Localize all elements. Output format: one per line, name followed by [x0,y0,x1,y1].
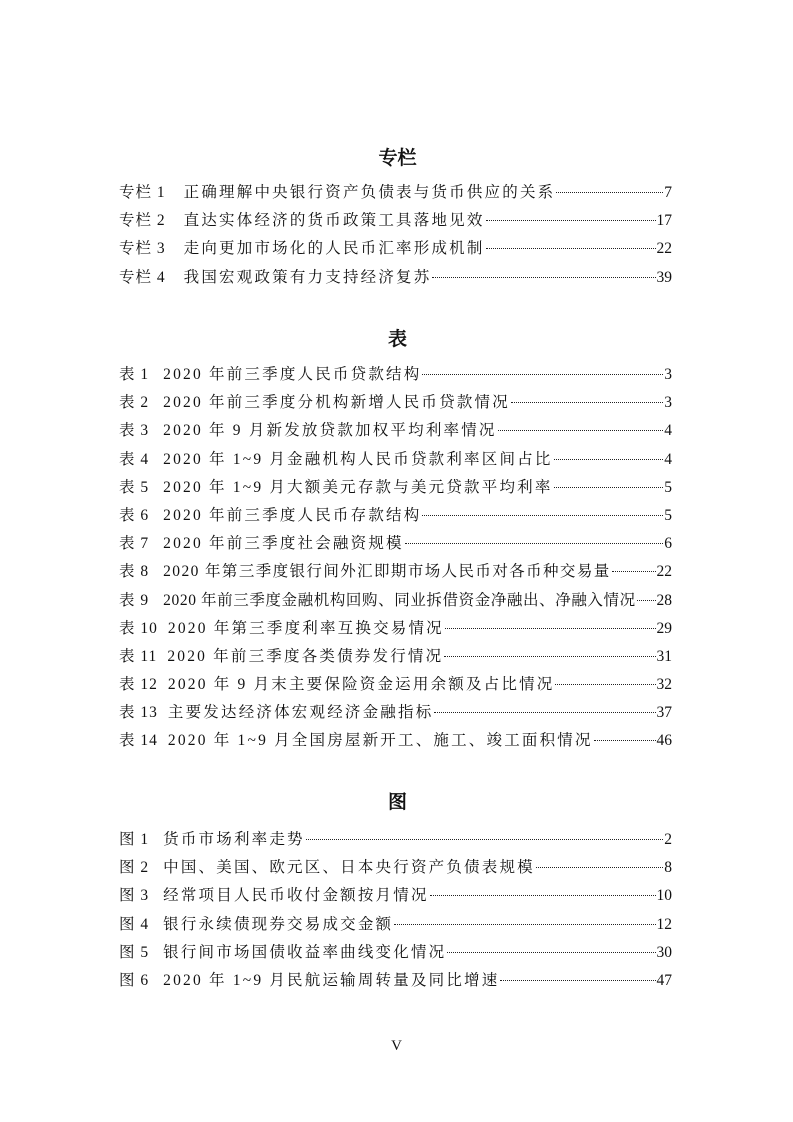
toc-entry-page: 28 [656,591,672,609]
toc-entry-page: 12 [656,915,672,933]
tables-section [119,327,672,756]
toc-entry-figure-1[interactable] [119,826,672,854]
toc-entry-table-12[interactable] [119,671,672,699]
toc-entry-column-2[interactable] [119,207,672,235]
section-title-figures: 图 [387,792,407,813]
toc-entry-label: 表 14 [119,732,158,750]
dot-leader [394,924,655,925]
toc-entry-figure-3[interactable] [119,882,672,910]
toc-entry-page: 7 [664,184,672,201]
toc-entry-page: 4 [664,422,672,440]
dot-leader [556,192,663,193]
toc-entry-page: 6 [664,535,672,553]
toc-entry-label: 图 6 [119,971,150,989]
toc-entry-table-8[interactable] [119,558,672,586]
toc-entry-label: 表 5 [119,478,150,496]
toc-entry-page: 5 [664,478,672,496]
dot-leader [434,712,655,713]
toc-entry-label: 表 6 [119,506,150,524]
columns-toc-list [119,179,672,292]
dot-leader [511,402,663,403]
toc-entry-label: 表 10 [119,619,158,637]
dot-leader [445,628,656,629]
toc-entry-title: 2020 年前三季度人民币贷款结构 [163,366,422,383]
toc-entry-page: 17 [656,212,672,230]
toc-entry-page: 29 [656,619,672,637]
toc-entry-title: 2020 年 1~9 月金融机构人民币贷款利率区间占比 [163,450,553,468]
toc-entry-label: 表 8 [119,563,150,581]
dot-leader [447,952,655,953]
dot-leader [486,248,656,249]
toc-entry-title: 货币市场利率走势 [163,831,305,848]
toc-entry-title: 中国、美国、欧元区、日本央行资产负债表规模 [163,859,535,877]
toc-entry-title: 2020 年前三季度各类债券发行情况 [167,647,444,665]
dot-leader [486,220,656,221]
toc-entry-page: 37 [656,704,672,722]
dot-leader [422,374,663,375]
toc-entry-title: 2020 年 9 月末主要保险资金运用余额及占比情况 [167,676,555,694]
toc-entry-figure-6[interactable] [119,967,672,995]
toc-entry-table-1[interactable] [119,361,672,389]
columns-section [119,146,672,292]
toc-entry-page: 5 [664,506,672,524]
toc-entry-page: 30 [656,943,672,961]
toc-entry-title: 走向更加市场化的人民币汇率形成机制 [183,240,485,258]
toc-entry-label: 表 1 [119,366,150,383]
toc-entry-title: 2020 年前三季度金融机构回购、同业拆借资金净融出、净融入情况 [163,591,636,609]
toc-entry-page: 22 [656,240,672,258]
dot-leader [637,600,656,601]
toc-entry-column-4[interactable] [119,264,672,292]
toc-entry-title: 2020 年 9 月新发放贷款加权平均利率情况 [163,422,497,440]
toc-entry-title: 银行永续债现券交易成交金额 [163,915,394,933]
toc-entry-page: 46 [656,732,672,750]
toc-entry-title: 2020 年前三季度人民币存款结构 [163,506,422,524]
toc-entry-title: 正确理解中央银行资产负债表与货币供应的关系 [183,184,556,201]
toc-entry-page: 32 [656,676,672,694]
toc-entry-label: 专栏 1 [119,184,166,201]
toc-entry-title: 经常项目人民币收付金额按月情况 [163,887,429,905]
toc-entry-page: 2 [664,831,672,848]
toc-entry-title: 2020 年第三季度银行间外汇即期市场人民币对各币种交易量 [163,563,611,581]
toc-entry-table-14[interactable] [119,727,672,755]
toc-entry-label: 图 4 [119,915,150,933]
toc-entry-title: 2020 年前三季度社会融资规模 [163,535,404,553]
toc-entry-table-11[interactable] [119,643,672,671]
toc-entry-label: 图 1 [119,831,150,848]
toc-entry-table-3[interactable] [119,417,672,445]
toc-entry-label: 表 11 [119,647,158,665]
dot-leader [306,839,664,840]
dot-leader [430,895,656,896]
toc-entry-page: 8 [664,859,672,877]
dot-leader [554,459,664,460]
dot-leader [612,571,656,572]
toc-entry-label: 表 13 [119,704,158,722]
toc-entry-page: 22 [656,563,672,581]
dot-leader [594,740,656,741]
toc-entry-table-4[interactable] [119,446,672,474]
dot-leader [422,515,663,516]
toc-entry-page: 3 [664,394,672,412]
toc-entry-page: 3 [664,366,672,383]
figures-toc-list [119,826,672,995]
toc-entry-title: 2020 年 1~9 月民航运输周转量及同比增速 [163,971,500,989]
dot-leader [554,487,664,488]
toc-entry-title: 我国宏观政策有力支持经济复苏 [183,268,432,286]
toc-entry-table-2[interactable] [119,389,672,417]
dot-leader [498,430,664,431]
section-title-columns: 专栏 [378,148,417,169]
dot-leader [536,867,663,868]
toc-entry-table-6[interactable] [119,502,672,530]
toc-entry-title: 直达实体经济的货币政策工具落地见效 [183,212,485,230]
toc-entry-label: 表 9 [119,591,150,609]
toc-entry-figure-5[interactable] [119,939,672,967]
toc-entry-title: 主要发达经济体宏观经济金融指标 [167,704,434,722]
toc-entry-figure-4[interactable] [119,911,672,939]
toc-entry-page: 31 [656,647,672,665]
toc-entry-table-13[interactable] [119,699,672,727]
toc-entry-figure-2[interactable] [119,854,672,882]
toc-entry-label: 图 5 [119,943,150,961]
toc-entry-label: 表 12 [119,676,158,694]
toc-entry-table-7[interactable] [119,530,672,558]
dot-leader [444,656,655,657]
toc-entry-title: 2020 年前三季度分机构新增人民币贷款情况 [163,394,510,412]
toc-entry-title: 2020 年第三季度利率互换交易情况 [167,619,444,637]
toc-entry-page: 47 [656,971,672,989]
toc-entry-table-5[interactable] [119,474,672,502]
page-number: V [391,1038,402,1054]
toc-entry-page: 4 [664,450,672,468]
toc-entry-label: 专栏 3 [119,240,166,258]
toc-entry-label: 表 4 [119,450,150,468]
toc-entry-label: 专栏 2 [119,212,166,230]
toc-entry-label: 图 3 [119,887,150,905]
figures-section [119,790,672,995]
section-title-tables: 表 [387,329,407,350]
toc-entry-table-9[interactable] [119,587,672,615]
toc-entry-label: 表 7 [119,535,150,553]
toc-entry-page: 39 [656,268,672,286]
toc-entry-column-3[interactable] [119,235,672,263]
dot-leader [555,684,655,685]
toc-entry-title: 2020 年 1~9 月全国房屋新开工、施工、竣工面积情况 [167,732,593,750]
toc-entry-label: 表 3 [119,422,150,440]
tables-toc-list [119,361,672,756]
toc-entry-column-1[interactable] [119,179,672,207]
dot-leader [432,277,655,278]
toc-entry-title: 银行间市场国债收益率曲线变化情况 [163,943,447,961]
toc-entry-label: 专栏 4 [119,268,166,286]
toc-entry-page: 10 [656,887,672,905]
dot-leader [405,543,664,544]
dot-leader [500,980,655,981]
toc-entry-title: 2020 年 1~9 月大额美元存款与美元贷款平均利率 [163,478,553,496]
toc-entry-label: 表 2 [119,394,150,412]
toc-entry-label: 图 2 [119,859,150,877]
toc-entry-table-10[interactable] [119,615,672,643]
